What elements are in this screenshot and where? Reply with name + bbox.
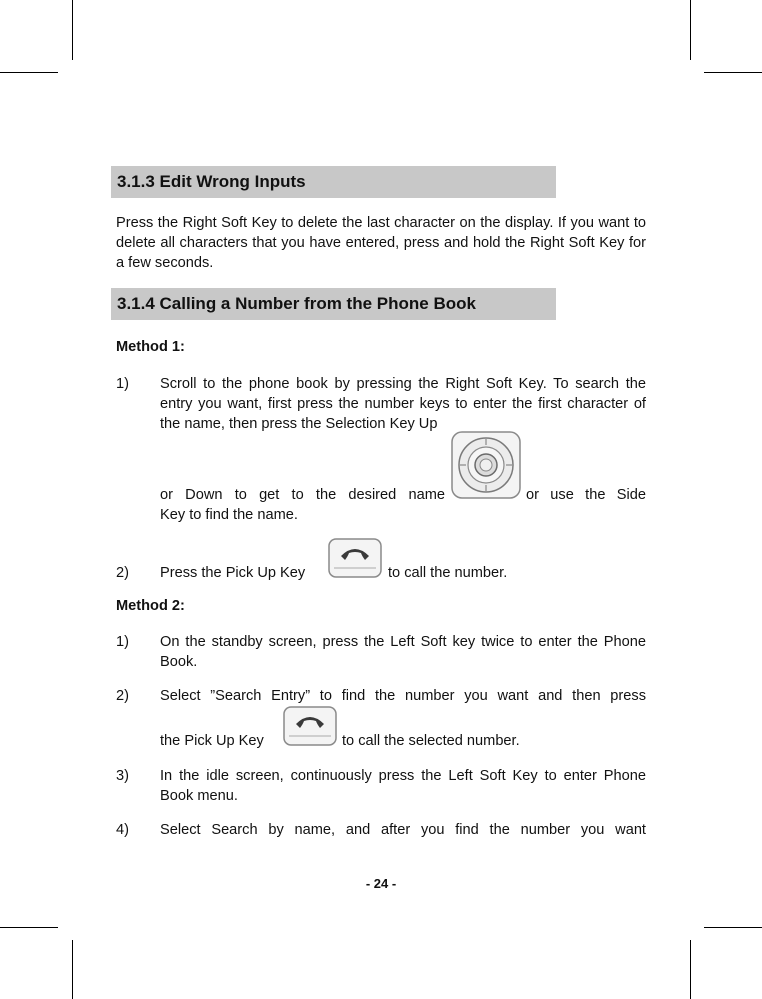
pickup-key-icon <box>283 706 337 746</box>
list-number: 2) <box>116 688 129 704</box>
method-2-heading: Method 2: <box>116 598 185 614</box>
method2-item2-text-top: Select ”Search Entry” to find the number you want and then press <box>160 688 646 704</box>
crop-mark <box>704 927 762 928</box>
list-number: 4) <box>116 822 129 838</box>
method1-item1-text-end: Key to find the name. <box>160 507 298 523</box>
navigation-key-icon <box>451 431 521 499</box>
crop-mark <box>690 0 691 60</box>
section-heading-calling-phone-book: 3.1.4 Calling a Number from the Phone Book <box>111 288 556 320</box>
list-number: 1) <box>116 634 129 650</box>
crop-mark <box>690 940 691 999</box>
method2-item3-text: In the idle screen, continuously press the Left Soft Key to enter Phone Book menu. <box>160 768 646 804</box>
method2-item1-text: On the standby screen, press the Left Soft key twice to enter the Phone Book. <box>160 634 646 670</box>
method2-item2-text-before-icon: the Pick Up Key <box>160 733 264 749</box>
list-number: 1) <box>116 376 129 392</box>
crop-mark <box>72 940 73 999</box>
crop-mark <box>0 927 58 928</box>
method1-item1-text-after-icon: or use the Side <box>526 487 646 503</box>
method2-item2-text-after-icon: to call the selected number. <box>342 733 520 749</box>
method1-item2-text-before-icon: Press the Pick Up Key <box>160 565 306 581</box>
method1-item1-text-before-icon: or Down to get to the desired name <box>160 487 445 503</box>
method1-item1-text: Scroll to the phone book by pressing the Right Soft Key. To search the entry you want, first press the number keys to enter the first character of the name, then press the Selection Key Up <box>160 376 646 432</box>
method-1-heading: Method 1: <box>116 339 185 355</box>
crop-mark <box>0 72 58 73</box>
method1-item2-text-after-icon: to call the number. <box>388 565 508 581</box>
method2-item4-text: Select Search by name, and after you find the number you want <box>160 822 646 838</box>
list-number: 2) <box>116 565 129 581</box>
section-heading-edit-wrong-inputs: 3.1.3 Edit Wrong Inputs <box>111 166 556 198</box>
list-number: 3) <box>116 768 129 784</box>
edit-wrong-inputs-paragraph: Press the Right Soft Key to delete the last character on the display. If you want to delete all characters that you have entered, press and hold the Right Soft Key for a few seconds. <box>116 215 646 271</box>
crop-mark <box>704 72 762 73</box>
page-number: - 24 - <box>365 876 397 891</box>
crop-mark <box>72 0 73 60</box>
pickup-key-icon <box>328 538 382 578</box>
